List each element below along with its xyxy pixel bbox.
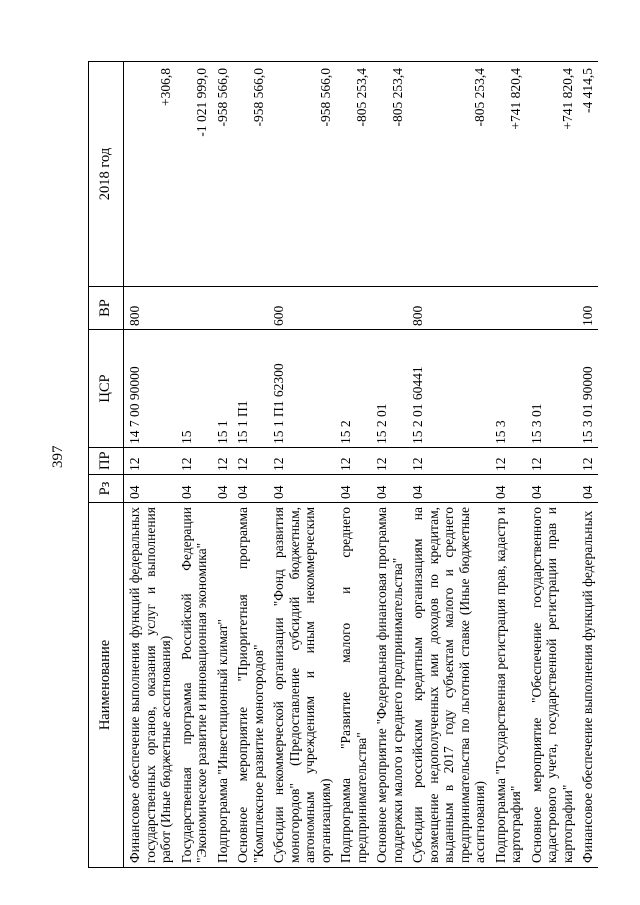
cell-vr bbox=[526, 287, 578, 330]
cell-name: Финансовое обеспечение выполнения функций федеральных bbox=[577, 503, 598, 868]
cell-rz: 04 bbox=[268, 475, 335, 503]
cell-csr: 15 bbox=[176, 330, 212, 448]
table-row bbox=[526, 62, 578, 868]
cell-rz: 04 bbox=[371, 475, 407, 503]
table-row bbox=[176, 62, 212, 868]
table-header-row bbox=[89, 62, 124, 868]
cell-csr: 15 3 01 90000 bbox=[577, 330, 598, 448]
cell-vr: 800 bbox=[124, 287, 176, 330]
cell-csr: 15 2 01 60441 bbox=[407, 330, 490, 448]
header-name: Наименование bbox=[89, 503, 124, 868]
cell-amount: +741 820,4 bbox=[526, 62, 578, 287]
cell-pr: 12 bbox=[407, 448, 490, 475]
cell-amount: -805 253,4 bbox=[407, 62, 490, 287]
page-number: 397 bbox=[50, 445, 66, 468]
cell-csr: 15 2 bbox=[335, 330, 371, 448]
header-year: 2018 год bbox=[89, 62, 124, 287]
header-csr: ЦСР bbox=[89, 330, 124, 448]
cell-amount: -805 253,4 bbox=[335, 62, 371, 287]
cell-vr bbox=[176, 287, 212, 330]
budget-table bbox=[88, 61, 598, 868]
cell-pr: 12 bbox=[232, 448, 268, 475]
table-row bbox=[407, 62, 490, 868]
cell-rz: 04 bbox=[124, 475, 176, 503]
header-vr: ВР bbox=[89, 287, 124, 330]
cell-rz: 04 bbox=[335, 475, 371, 503]
table-row bbox=[268, 62, 335, 868]
cell-name: Основное мероприятие "Федеральная финансовая программа поддержки малого и среднего предпринимательства" bbox=[371, 503, 407, 868]
table-row bbox=[212, 62, 233, 868]
cell-pr: 12 bbox=[490, 448, 526, 475]
cell-amount: -958 566,0 bbox=[268, 62, 335, 287]
table-row bbox=[490, 62, 526, 868]
cell-rz: 04 bbox=[526, 475, 578, 503]
cell-pr: 12 bbox=[176, 448, 212, 475]
cell-rz: 04 bbox=[212, 475, 233, 503]
cell-amount: -1 021 999,0 bbox=[176, 62, 212, 287]
cell-pr: 12 bbox=[212, 448, 233, 475]
cell-rz: 04 bbox=[577, 475, 598, 503]
cell-amount: -4 414,5 bbox=[577, 62, 598, 287]
cell-pr: 12 bbox=[335, 448, 371, 475]
cell-vr bbox=[490, 287, 526, 330]
cell-rz: 04 bbox=[407, 475, 490, 503]
cell-vr bbox=[212, 287, 233, 330]
cell-name: Основное мероприятие "Приоритетная программа "Комплексное развитие моногородов" bbox=[232, 503, 268, 868]
cell-rz: 04 bbox=[490, 475, 526, 503]
rotated-page bbox=[50, 62, 640, 868]
cell-pr: 12 bbox=[577, 448, 598, 475]
cell-amount: -805 253,4 bbox=[371, 62, 407, 287]
cell-amount: -958 566,0 bbox=[232, 62, 268, 287]
cell-name: Государственная программа Российской Федерации "Экономическое развитие и инновационная экономика" bbox=[176, 503, 212, 868]
cell-vr bbox=[232, 287, 268, 330]
cell-pr: 12 bbox=[371, 448, 407, 475]
cell-amount: -958 566,0 bbox=[212, 62, 233, 287]
cell-csr: 15 1 П1 62300 bbox=[268, 330, 335, 448]
cell-vr: 800 bbox=[407, 287, 490, 330]
table-row bbox=[577, 62, 598, 868]
cell-csr: 15 3 bbox=[490, 330, 526, 448]
cell-vr bbox=[335, 287, 371, 330]
cell-csr: 15 2 01 bbox=[371, 330, 407, 448]
cell-name: Финансовое обеспечение выполнения функций федеральных государственных органов, оказания услуг и выполнения работ (Иные бюджетные ассигнования) bbox=[124, 503, 176, 868]
cell-name: Субсидии российским кредитным организациям на возмещение недополученных ими доходов по кредитам, выданным в 2017 году субъектам малого и среднего предпринимательства по льготной ставке (Иные бюджетные ассигнования) bbox=[407, 503, 490, 868]
cell-pr: 12 bbox=[526, 448, 578, 475]
cell-vr: 600 bbox=[268, 287, 335, 330]
cell-vr: 100 bbox=[577, 287, 598, 330]
cell-amount: +741 820,4 bbox=[490, 62, 526, 287]
table-row bbox=[124, 62, 176, 868]
cell-csr: 15 1 bbox=[212, 330, 233, 448]
table-row bbox=[335, 62, 371, 868]
header-pr: ПР bbox=[89, 448, 124, 475]
cell-vr bbox=[371, 287, 407, 330]
cell-csr: 15 3 01 bbox=[526, 330, 578, 448]
cell-csr: 15 1 П1 bbox=[232, 330, 268, 448]
cell-csr: 14 7 00 90000 bbox=[124, 330, 176, 448]
cell-rz: 04 bbox=[232, 475, 268, 503]
cell-rz: 04 bbox=[176, 475, 212, 503]
cell-amount: +306,8 bbox=[124, 62, 176, 287]
cell-name: Основное мероприятие "Обеспечение государственного кадастрового учета, государственной регистрации прав и картографии" bbox=[526, 503, 578, 868]
header-rz: Рз bbox=[89, 475, 124, 503]
cell-name: Субсидии некоммерческой организации "Фонд развития моногородов" (Предоставление субсидий бюджетным, автономным учреждениям и иным некоммерческим организациям) bbox=[268, 503, 335, 868]
table-row bbox=[232, 62, 268, 868]
table-row bbox=[371, 62, 407, 868]
cell-name: Подпрограмма "Инвестиционный климат" bbox=[212, 503, 233, 868]
cell-name: Подпрограмма "Развитие малого и среднего предпринимательства" bbox=[335, 503, 371, 868]
cell-name: Подпрограмма "Государственная регистрация прав, кадастр и картография" bbox=[490, 503, 526, 868]
cell-pr: 12 bbox=[124, 448, 176, 475]
cell-pr: 12 bbox=[268, 448, 335, 475]
